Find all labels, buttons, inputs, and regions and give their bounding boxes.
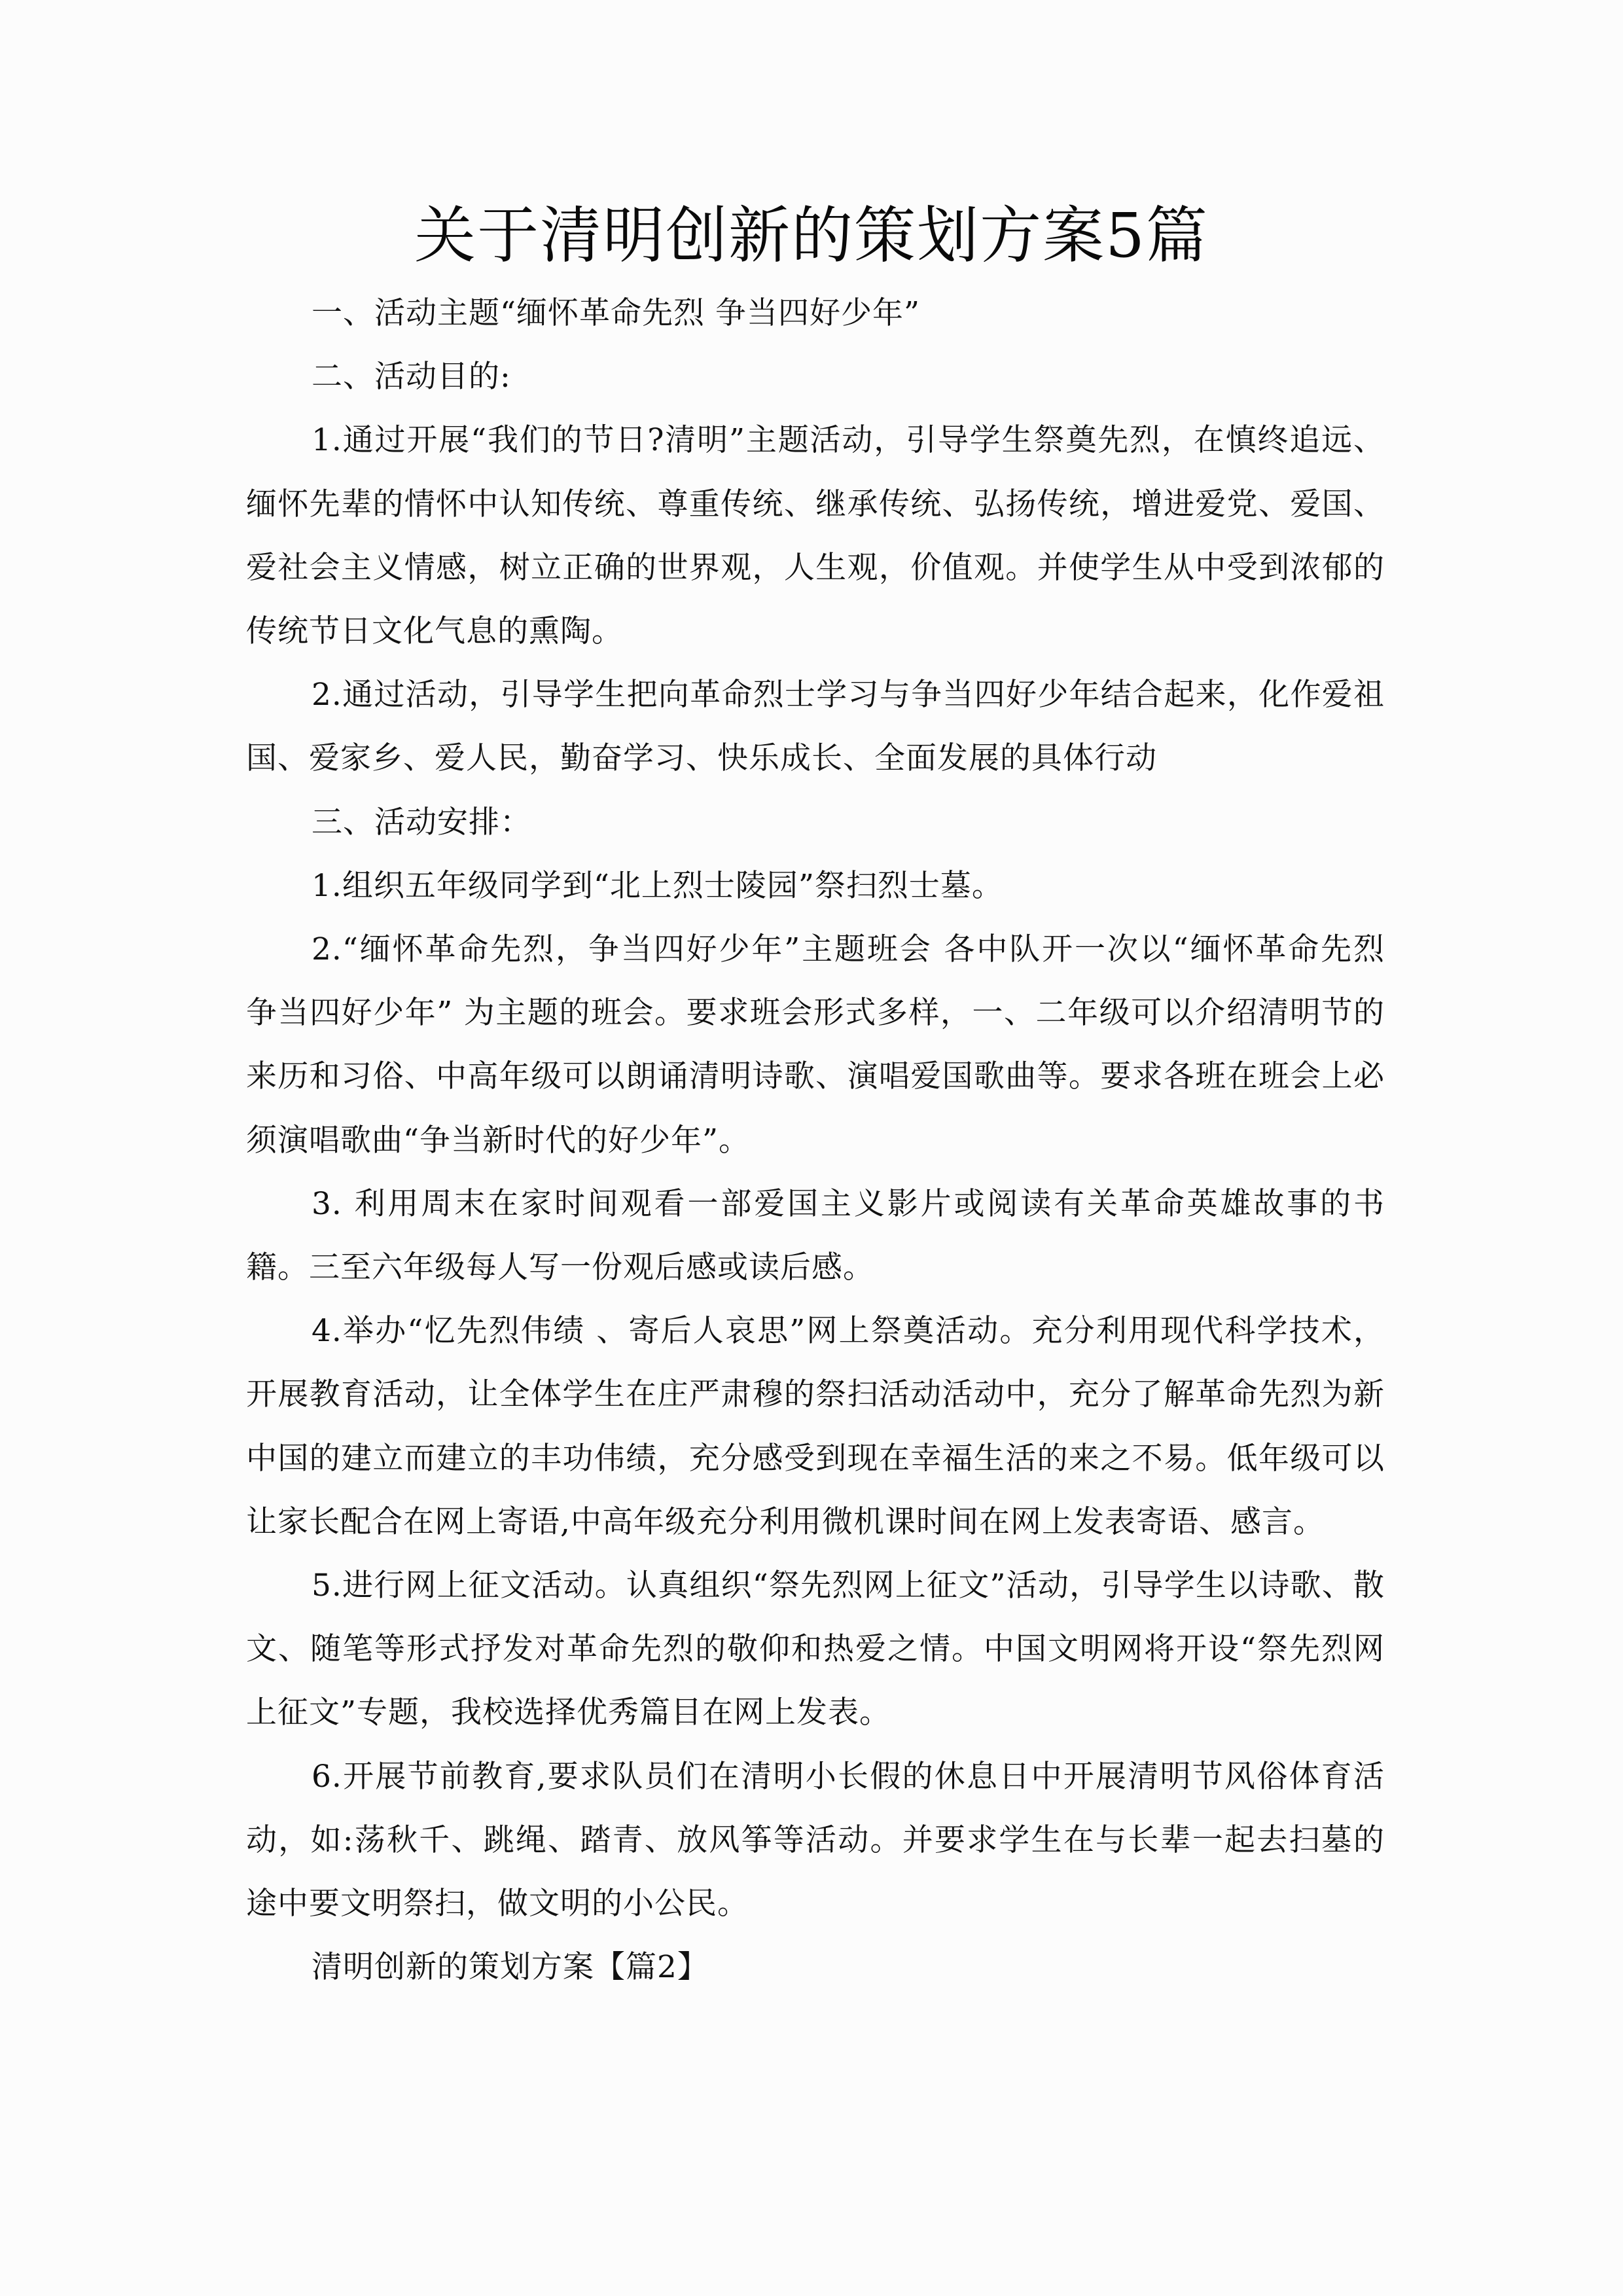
document-body [246, 281, 1385, 1999]
part-2-heading: 清明创新的策划方案【篇2】 [312, 1949, 709, 1986]
arrangement-item-6: 6.开展节前教育,要求队员们在清明小长假的休息日中开展清明节风俗体育活动，如:荡秋千、跳绳、踏青、放风筝等活动。并要求学生在与长辈一起去扫墓的途中要文明祭扫，做文明的小公民。 [246, 1758, 1385, 1922]
arrangement-item-2: 2.“缅怀革命先烈，争当四好少年”主题班会 各中队开一次以“缅怀革命先烈 争当四好少年” 为主题的班会。要求班会形式多样，一、二年级可以介绍清明节的来历和习俗、中高年级可以朗诵清明诗歌、演唱爱国歌曲等。要求各班在班会上必须演唱歌曲“争当新时代的好少年”。 [246, 931, 1385, 1158]
section-heading-theme: 一、活动主题“缅怀革命先烈 争当四好少年” [312, 295, 920, 331]
arrangement-item-1: 1.组织五年级同学到“北上烈士陵园”祭扫烈士墓。 [312, 867, 1003, 904]
purpose-item-2: 2.通过活动，引导学生把向革命烈士学习与争当四好少年结合起来，化作爱祖国、爱家乡、爱人民，勤奋学习、快乐成长、全面发展的具体行动 [246, 677, 1385, 777]
document-title: 关于清明创新的策划方案5篇 [414, 200, 1209, 272]
arrangement-item-5: 5.进行网上征文活动。认真组织“祭先烈网上征文”活动，引导学生以诗歌、散文、随笔等形式抒发对革命先烈的敬仰和热爱之情。中国文明网将开设“祭先烈网上征文”专题，我校选择优秀篇目在网上发表。 [246, 1568, 1385, 1731]
purpose-item-1: 1.通过开展“我们的节日?清明”主题活动，引导学生祭奠先烈，在慎终追远、缅怀先辈的情怀中认知传统、尊重传统、继承传统、弘扬传统，增进爱党、爱国、爱社会主义情感，树立正确的世界观，人生观，价值观。并使学生从中受到浓郁的传统节日文化气息的熏陶。 [246, 422, 1385, 650]
section-heading-purpose: 二、活动目的: [312, 359, 511, 395]
section-heading-arrangement: 三、活动安排： [312, 804, 531, 840]
arrangement-item-3: 3. 利用周末在家时间观看一部爱国主义影片或阅读有关革命英雄故事的书籍。三至六年级每人写一份观后感或读后感。 [246, 1185, 1385, 1286]
arrangement-item-4: 4.举办“忆先烈伟绩 、寄后人哀思”网上祭奠活动。充分利用现代科学技术，开展教育活动，让全体学生在庄严肃穆的祭扫活动活动中，充分了解革命先烈为新中国的建立而建立的丰功伟绩，充分感受到现在幸福生活的来之不易。低年级可以让家长配合在网上寄语,中高年级充分利用微机课时间在网上发表寄语、感言。 [246, 1313, 1385, 1540]
